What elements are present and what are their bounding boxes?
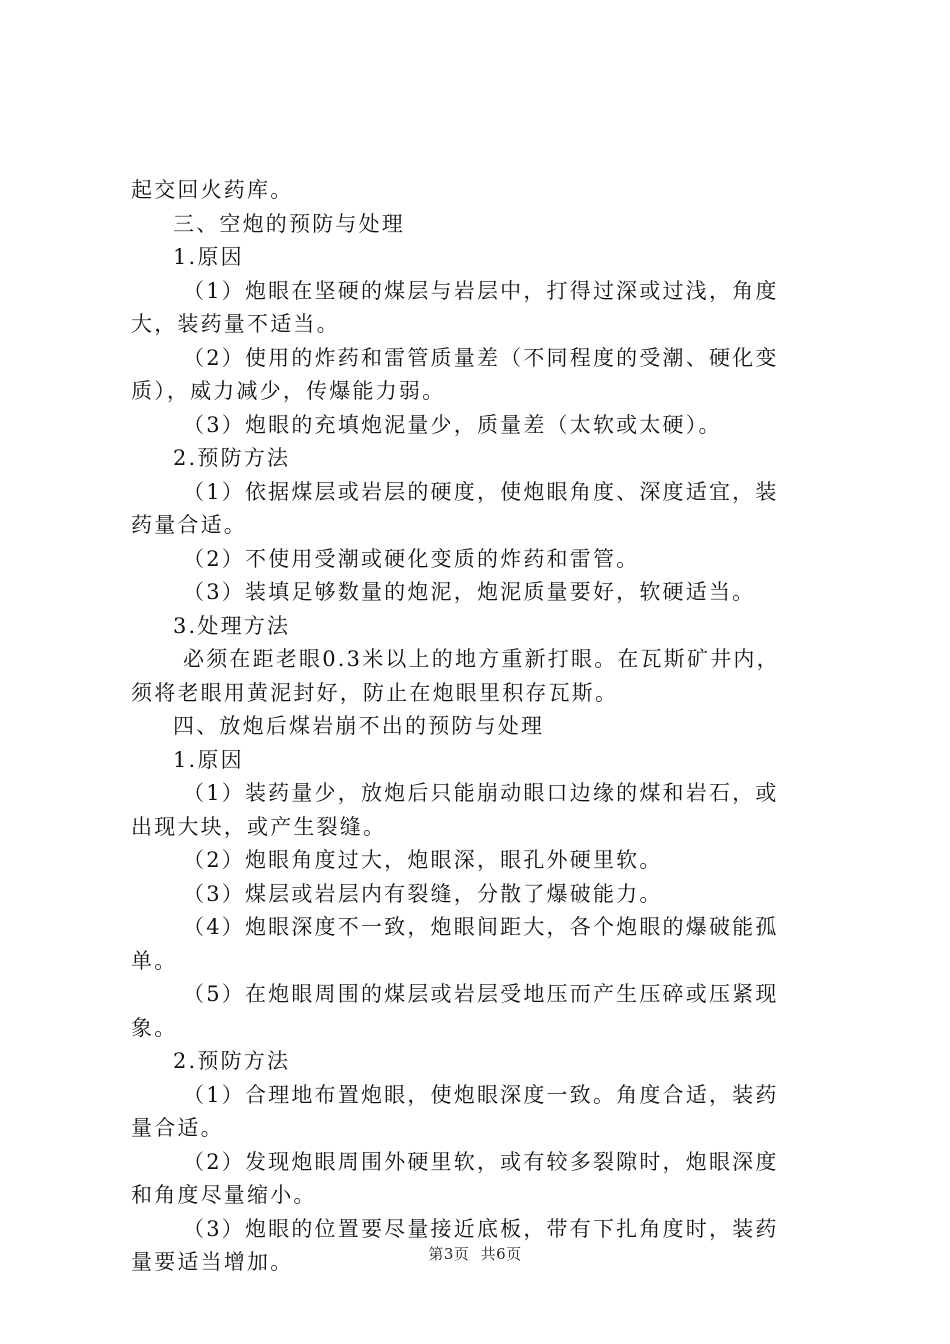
text-line: （3）炮眼的充填炮泥量少，质量差（太软或太硬）。 [183,412,722,437]
text-line: （1）装药量少，放炮后只能崩动眼口边缘的煤和岩石，或 [183,781,779,805]
text-line: （4）炮眼深度不一致，炮眼间距大，各个炮眼的爆破能孤 [183,915,779,939]
text-line: （2）炮眼角度过大，炮眼深，眼孔外硬里软。 [183,848,663,872]
text-line: 1.原因 [173,747,244,772]
text-line: 四、放炮后煤岩崩不出的预防与处理 [173,714,545,738]
text-line: 3.处理方法 [173,613,291,638]
text-line: （3）煤层或岩层内有裂缝，分散了爆破能力。 [183,881,663,906]
text-line: 和角度尽量缩小。 [131,1183,317,1207]
text-line: 2.预防方法 [173,1049,291,1073]
text-line: （2）不使用受潮或硬化变质的炸药和雷管。 [183,546,640,571]
text-line: （1）依据煤层或岩层的硬度，使炮眼角度、深度适宜，装 [183,479,779,504]
text-line: 单。 [131,948,178,973]
text-line: 量合适。 [131,1116,224,1140]
text-line: （2）使用的炸药和雷管质量差（不同程度的受潮、硬化变 [183,345,779,370]
text-line: （2）发现炮眼周围外硬里软，或有较多裂隙时，炮眼深度 [183,1149,779,1174]
text-line: （3）炮眼的位置要尽量接近底板，带有下扎角度时，装药 [183,1216,779,1241]
text-line: 2.预防方法 [173,446,291,470]
text-line: 药量合适。 [131,513,247,537]
text-line: 出现大块，或产生裂缝。 [131,814,387,839]
text-line: 质），威力减少，传爆能力弱。 [131,379,446,403]
page-number: 第3页 [428,1245,470,1263]
text-line: 象。 [131,1015,178,1040]
text-line: 大，装药量不适当。 [131,312,340,336]
text-line: （5）在炮眼周围的煤层或岩层受地压而产生压碎或压紧现 [183,982,779,1006]
text-line: 须将老眼用黄泥封好，防止在炮眼里积存瓦斯。 [131,680,619,705]
text-line: 三、空炮的预防与处理 [173,211,405,236]
page-footer [0,1243,950,1264]
text-line: （1）合理地布置炮眼，使炮眼深度一致。角度合适，装药 [183,1082,779,1107]
text-line: （3）装填足够数量的炮泥，炮泥质量要好，软硬适当。 [183,580,756,604]
text-line: 起交回火药库。 [131,178,294,202]
page-total: 共6页 [480,1245,522,1263]
text-line: （1）炮眼在坚硬的煤层与岩层中，打得过深或过浅，角度 [183,278,779,303]
text-line: 必须在距老眼0.3米以上的地方重新打眼。在瓦斯矿井内， [183,647,780,671]
text-line: 1.原因 [173,245,244,269]
text-line: 量要适当增加。 [131,1250,294,1274]
document-body [131,174,831,1280]
